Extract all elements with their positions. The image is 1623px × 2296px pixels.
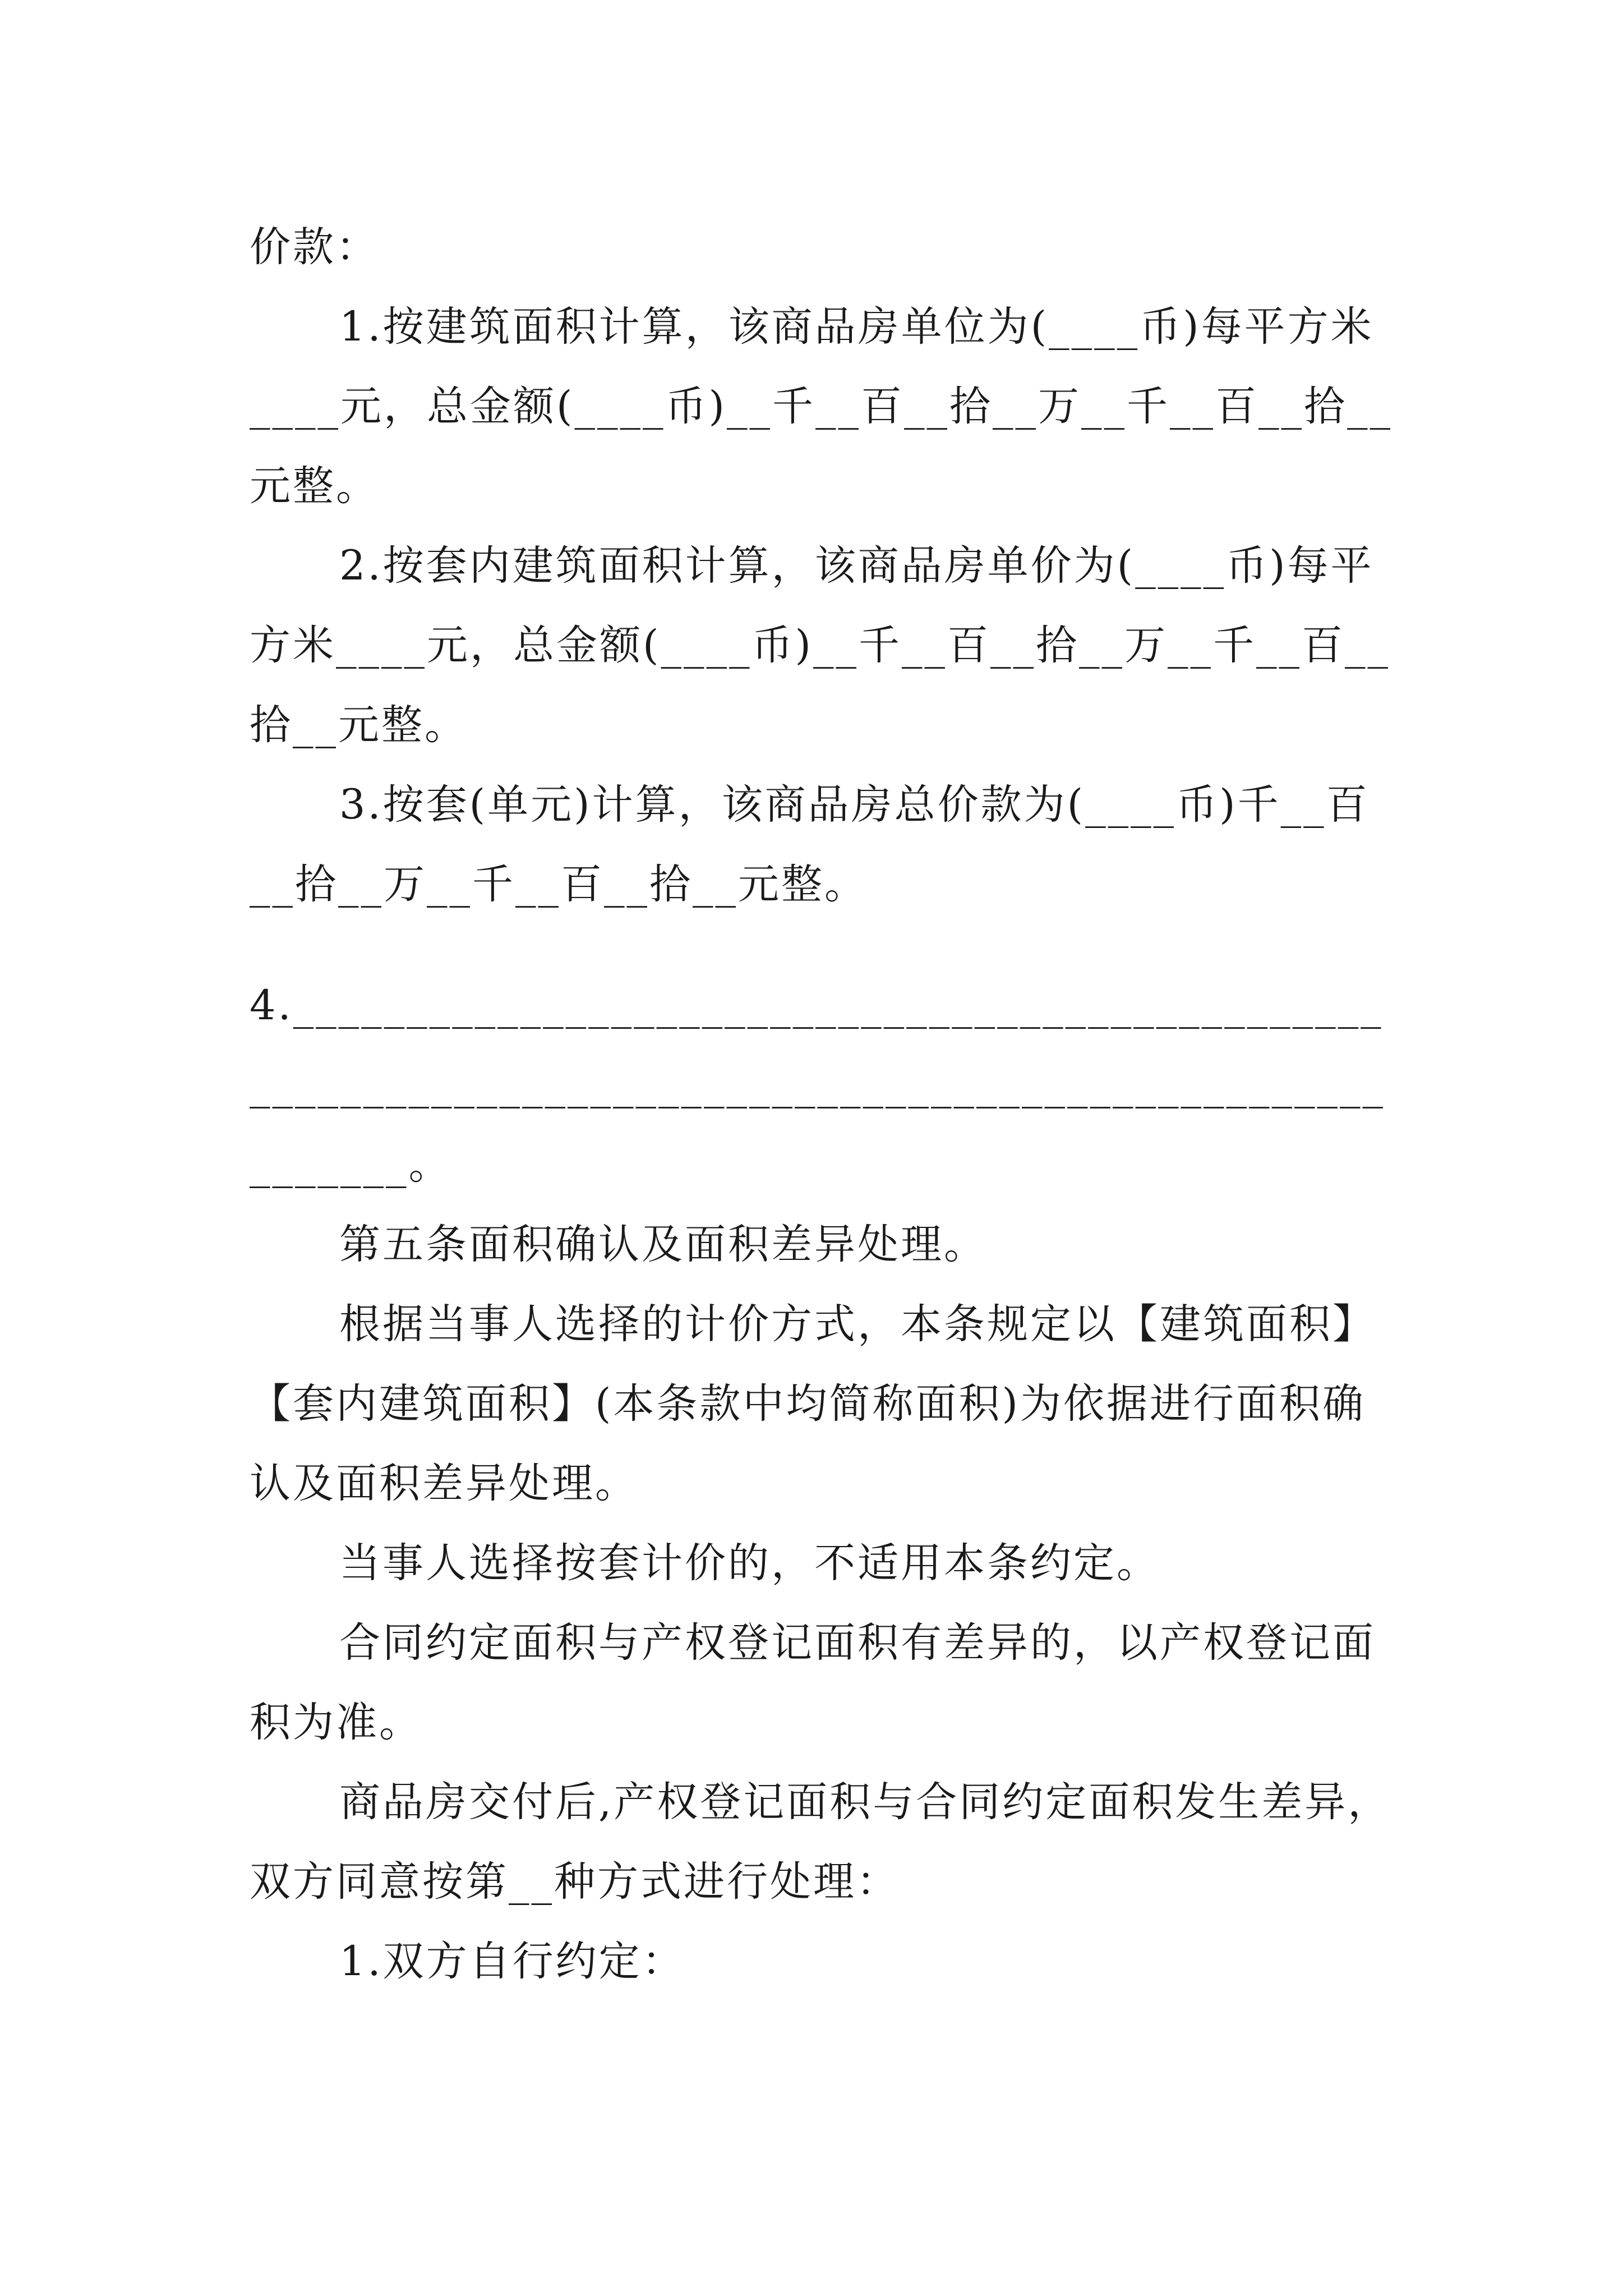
text-line: 认及面积差异处理。 <box>250 1460 638 1507</box>
text-line: 1.按建筑面积计算，该商品房单位为(____币)每平方米 <box>339 303 1374 351</box>
text-line: 拾__元整。 <box>250 701 468 749</box>
text-line: _______。 <box>250 1141 452 1189</box>
text-line: 根据当事人选择的计价方式，本条规定以【建筑面积】 <box>339 1300 1376 1348</box>
text-line: 元整。 <box>250 462 379 510</box>
text-line: 价款： <box>250 223 379 271</box>
text-line: 双方同意按第__种方式进行处理： <box>250 1858 900 1906</box>
text-line: 合同约定面积与产权登记面积有差异的，以产权登记面 <box>339 1619 1376 1667</box>
text-line: 1.双方自行约定： <box>339 1938 685 1985</box>
text-line: __拾__万__千__百__拾__元整。 <box>250 861 868 908</box>
text-line: 积为准。 <box>250 1699 422 1746</box>
text-line: __________________________________________________ <box>250 1061 1385 1109</box>
section-heading: 第五条面积确认及面积差异处理。 <box>339 1221 987 1268</box>
text-line: 商品房交付后,产权登记面积与合同约定面积发生差异， <box>339 1778 1391 1826</box>
text-line: 当事人选择按套计价的，不适用本条约定。 <box>339 1539 1160 1587</box>
paragraph-gap <box>250 924 1394 966</box>
text-line: 4.________________________________________________ <box>250 982 1384 1029</box>
text-line: 方米____元，总金额(____币)__千__百__拾__万__千__百__ <box>250 622 1390 669</box>
text-line: ____元，总金额(____币)__千__百__拾__万__千__百__拾__ <box>250 383 1393 430</box>
text-line: 【套内建筑面积】(本条款中均简称面积)为依据进行面积确 <box>250 1380 1366 1428</box>
text-line: 3.按套(单元)计算，该商品房总价款为(____币)千__百 <box>339 781 1370 829</box>
text-line: 2.按套内建筑面积计算，该商品房单价为(____币)每平 <box>339 542 1374 590</box>
document-page <box>250 208 1394 2001</box>
